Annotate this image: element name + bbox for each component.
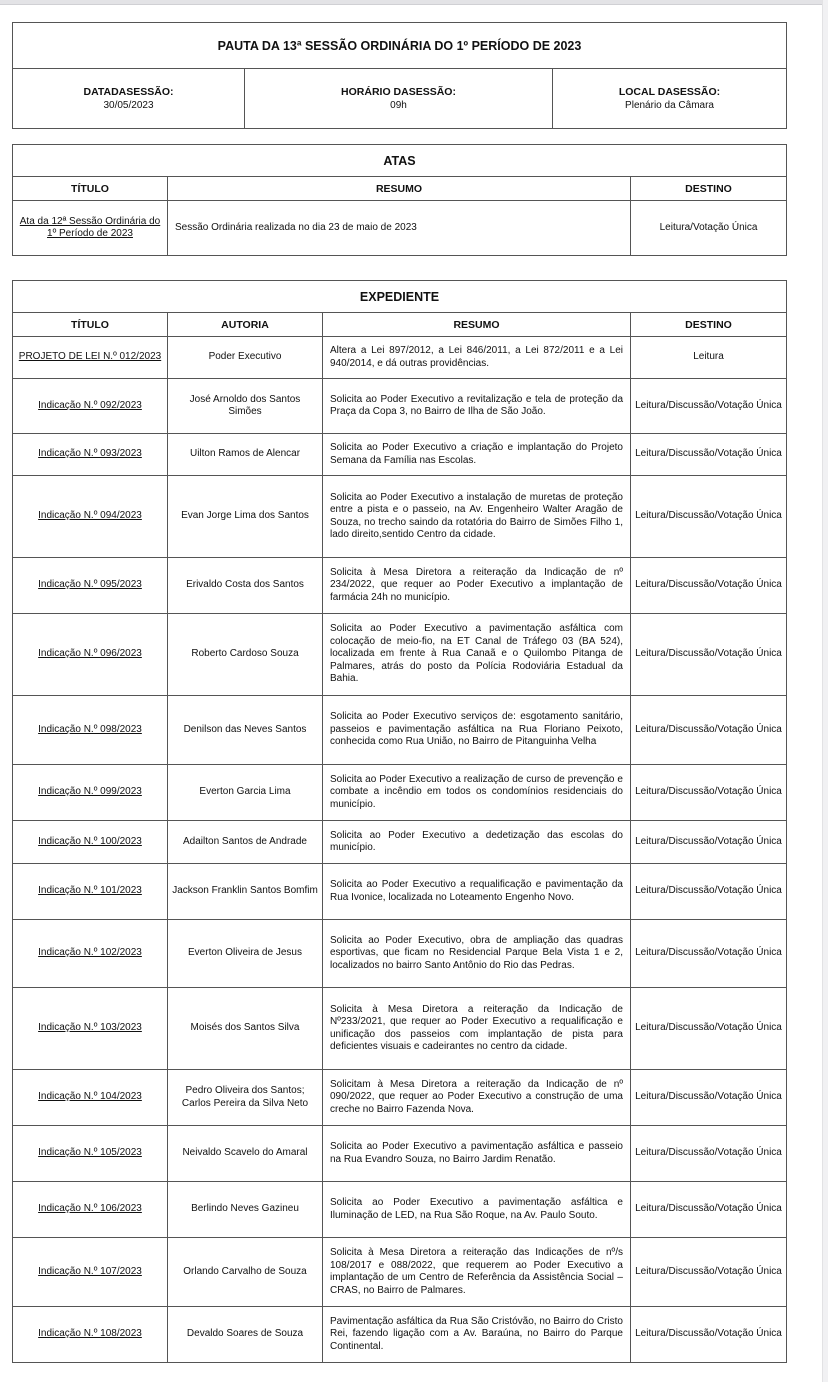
item-resumo: Solicita à Mesa Diretora a reiteração da Indicação de Nº233/2021, que requer ao Poder Executivo a requalificação e unificação dos passeios com implantação de pista para deficientes visuais e cadeirantes no centro da cidade. [323, 988, 631, 1070]
item-destino: Leitura/Discussão/Votação Única [631, 696, 787, 765]
item-autoria: Pedro Oliveira dos Santos; Carlos Pereira da Silva Neto [168, 1070, 323, 1126]
item-destino: Leitura/Discussão/Votação Única [631, 920, 787, 988]
session-header-table [12, 22, 787, 129]
item-resumo: Pavimentação asfáltica da Rua São Cristóvão, no Bairro do Cristo Rei, fazendo ligação com a Av. Baraúna, no Bairro do Parque Continental. [323, 1307, 631, 1363]
table-row [13, 1070, 787, 1126]
item-link[interactable]: Indicação N.º 096/2023 [38, 648, 142, 660]
item-autoria: Everton Garcia Lima [168, 765, 323, 821]
item-link[interactable]: Indicação N.º 106/2023 [38, 1203, 142, 1215]
table-row [13, 1238, 787, 1307]
item-destino: Leitura/Discussão/Votação Única [631, 864, 787, 920]
table-row [13, 1307, 787, 1363]
item-link[interactable]: Indicação N.º 094/2023 [38, 510, 142, 522]
ata-resumo: Sessão Ordinária realizada no dia 23 de maio de 2023 [168, 201, 631, 256]
page-title: PAUTA DA 13ª SESSÃO ORDINÁRIA DO 1º PERÍODO DE 2023 [13, 23, 787, 69]
item-autoria: Evan Jorge Lima dos Santos [168, 476, 323, 558]
item-link[interactable]: Indicação N.º 092/2023 [38, 399, 142, 411]
window-right-edge [822, 0, 828, 1382]
item-link[interactable]: Indicação N.º 098/2023 [38, 723, 142, 735]
item-resumo: Solicita à Mesa Diretora a reiteração das Indicações de nº/s 108/2017 e 088/2022, que requerem ao Poder Executivo a implantação de um Centro de Referência da Assistência Social – CRAS, no Bairro de Palmares. [323, 1238, 631, 1307]
table-row [13, 476, 787, 558]
table-row [13, 1126, 787, 1182]
item-link[interactable]: Indicação N.º 099/2023 [38, 786, 142, 798]
item-destino: Leitura/Discussão/Votação Única [631, 1070, 787, 1126]
item-resumo: Solicita ao Poder Executivo a pavimentação asfáltica e Iluminação de LED, na Rua São Roque, na Av. Paulo Souto. [323, 1182, 631, 1238]
item-destino: Leitura/Discussão/Votação Única [631, 434, 787, 476]
item-link[interactable]: Indicação N.º 103/2023 [38, 1022, 142, 1034]
table-row [13, 201, 787, 256]
table-row [13, 821, 787, 864]
session-place [553, 69, 787, 129]
item-autoria: José Arnoldo dos Santos Simões [168, 379, 323, 434]
item-destino: Leitura/Discussão/Votação Única [631, 988, 787, 1070]
expediente-title: EXPEDIENTE [13, 281, 787, 313]
item-link[interactable]: Indicação N.º 100/2023 [38, 835, 142, 847]
item-link[interactable]: PROJETO DE LEI N.º 012/2023 [18, 351, 162, 363]
table-row [13, 558, 787, 614]
item-autoria: Denilson das Neves Santos [168, 696, 323, 765]
exp-col-titulo: TÍTULO [13, 313, 168, 337]
item-destino: Leitura/Discussão/Votação Única [631, 558, 787, 614]
atas-col-resumo: RESUMO [168, 177, 631, 201]
item-autoria: Orlando Carvalho de Souza [168, 1238, 323, 1307]
session-place-value: Plenário da Câmara [625, 99, 714, 111]
item-resumo: Solicita ao Poder Executivo a criação e implantação do Projeto Semana da Família nas Escolas. [323, 434, 631, 476]
atas-table [12, 144, 787, 256]
item-resumo: Solicita ao Poder Executivo a pavimentação asfáltica e passeio na Rua Evandro Souza, no Bairro Jardim Renatão. [323, 1126, 631, 1182]
table-row [13, 379, 787, 434]
item-autoria: Everton Oliveira de Jesus [168, 920, 323, 988]
item-resumo: Solicitam à Mesa Diretora a reiteração da Indicação de nº 090/2022, que requer ao Poder Executivo a construção de uma creche no Bairro Fazenda Nova. [323, 1070, 631, 1126]
item-destino: Leitura/Discussão/Votação Única [631, 1182, 787, 1238]
session-date-label: DATADASESSÃO: [83, 85, 174, 98]
session-time [245, 69, 553, 129]
table-row [13, 765, 787, 821]
item-destino: Leitura/Discussão/Votação Única [631, 614, 787, 696]
item-resumo: Solicita ao Poder Executivo a realização de curso de prevenção e combate a incêndio em todos os condomínios residenciais do município. [323, 765, 631, 821]
item-destino: Leitura/Discussão/Votação Única [631, 476, 787, 558]
exp-col-destino: DESTINO [631, 313, 787, 337]
item-resumo: Solicita ao Poder Executivo a dedetização das escolas do município. [323, 821, 631, 864]
item-link[interactable]: Indicação N.º 101/2023 [38, 885, 142, 897]
item-link[interactable]: Indicação N.º 102/2023 [38, 947, 142, 959]
item-autoria: Erivaldo Costa dos Santos [168, 558, 323, 614]
session-date-value: 30/05/2023 [103, 99, 154, 111]
ata-link[interactable]: Ata da 12ª Sessão Ordinária do 1º Período de 2023 [19, 215, 161, 239]
table-row [13, 864, 787, 920]
item-link[interactable]: Indicação N.º 107/2023 [38, 1265, 142, 1277]
item-autoria: Roberto Cardoso Souza [168, 614, 323, 696]
session-time-label: HORÁRIO DASESSÃO: [341, 85, 456, 98]
item-link[interactable]: Indicação N.º 104/2023 [38, 1091, 142, 1103]
item-autoria: Moisés dos Santos Silva [168, 988, 323, 1070]
item-resumo: Solicita ao Poder Executivo a revitalização e tela de proteção da Praça da Copa 3, no Bairro de Ilha de São João. [323, 379, 631, 434]
session-place-label: LOCAL DASESSÃO: [618, 85, 721, 98]
item-autoria: Berlindo Neves Gazineu [168, 1182, 323, 1238]
item-destino: Leitura/Discussão/Votação Única [631, 1238, 787, 1307]
item-autoria: Neivaldo Scavelo do Amaral [168, 1126, 323, 1182]
atas-col-destino: DESTINO [631, 177, 787, 201]
atas-col-titulo: TÍTULO [13, 177, 168, 201]
item-destino: Leitura/Discussão/Votação Única [631, 765, 787, 821]
expediente-table [12, 280, 787, 1363]
item-link[interactable]: Indicação N.º 093/2023 [38, 448, 142, 460]
item-resumo: Solicita ao Poder Executivo a instalação de muretas de proteção entre a pista e o passeio, na Av. Engenheiro Walter Aragão de Souza, no trecho saindo da rotatória do Bairro de Simões Filho 1, lado direito,sentido Centro da cidade. [323, 476, 631, 558]
item-autoria: Devaldo Soares de Souza [168, 1307, 323, 1363]
item-link[interactable]: Indicação N.º 095/2023 [38, 579, 142, 591]
ata-destino: Leitura/Votação Única [631, 201, 787, 256]
item-destino: Leitura/Discussão/Votação Única [631, 1307, 787, 1363]
exp-col-resumo: RESUMO [323, 313, 631, 337]
item-destino: Leitura [631, 337, 787, 379]
exp-col-autoria: AUTORIA [168, 313, 323, 337]
table-row [13, 920, 787, 988]
item-destino: Leitura/Discussão/Votação Única [631, 379, 787, 434]
item-destino: Leitura/Discussão/Votação Única [631, 1126, 787, 1182]
item-resumo: Solicita ao Poder Executivo a requalificação e pavimentação da Rua Ivonice, localizada no Loteamento Engenho Novo. [323, 864, 631, 920]
table-row [13, 696, 787, 765]
item-resumo: Solicita ao Poder Executivo, obra de ampliação das quadras esportivas, que ficam no Residencial Parque Bela Vista 1 e 2, localizados no bairro Santo Antônio do Rio das Pedras. [323, 920, 631, 988]
table-row [13, 1182, 787, 1238]
item-autoria: Jackson Franklin Santos Bomfim [168, 864, 323, 920]
item-autoria: Uilton Ramos de Alencar [168, 434, 323, 476]
table-row [13, 614, 787, 696]
item-resumo: Solicita ao Poder Executivo a pavimentação asfáltica com colocação de meio-fio, na ET Canal de Tráfego 03 (BA 524), localizada em frente à Rua Canaã e o Quilombo Pitanga de Palmares, atrás do posto da Polícia Rodoviária Estadual da Bahia. [323, 614, 631, 696]
session-time-value: 09h [390, 99, 407, 111]
item-link[interactable]: Indicação N.º 105/2023 [38, 1147, 142, 1159]
item-link[interactable]: Indicação N.º 108/2023 [38, 1328, 142, 1340]
item-autoria: Poder Executivo [168, 337, 323, 379]
window-top-bar [0, 0, 828, 5]
atas-title: ATAS [13, 145, 787, 177]
item-resumo: Solicita à Mesa Diretora a reiteração da Indicação de nº 234/2022, que requer ao Poder Executivo a implantação de farmácia 24h no município. [323, 558, 631, 614]
item-autoria: Adailton Santos de Andrade [168, 821, 323, 864]
session-date [13, 69, 245, 129]
table-row [13, 434, 787, 476]
item-resumo: Solicita ao Poder Executivo serviços de: esgotamento sanitário, passeios e pavimentação asfáltica na Rua Floriano Peixoto, conhecida como Rua União, no Bairro de Pitanguinha Velha [323, 696, 631, 765]
table-row [13, 337, 787, 379]
table-row [13, 988, 787, 1070]
item-resumo: Altera a Lei 897/2012, a Lei 846/2011, a Lei 872/2011 e a Lei 940/2014, e dá outras providências. [323, 337, 631, 379]
item-destino: Leitura/Discussão/Votação Única [631, 821, 787, 864]
